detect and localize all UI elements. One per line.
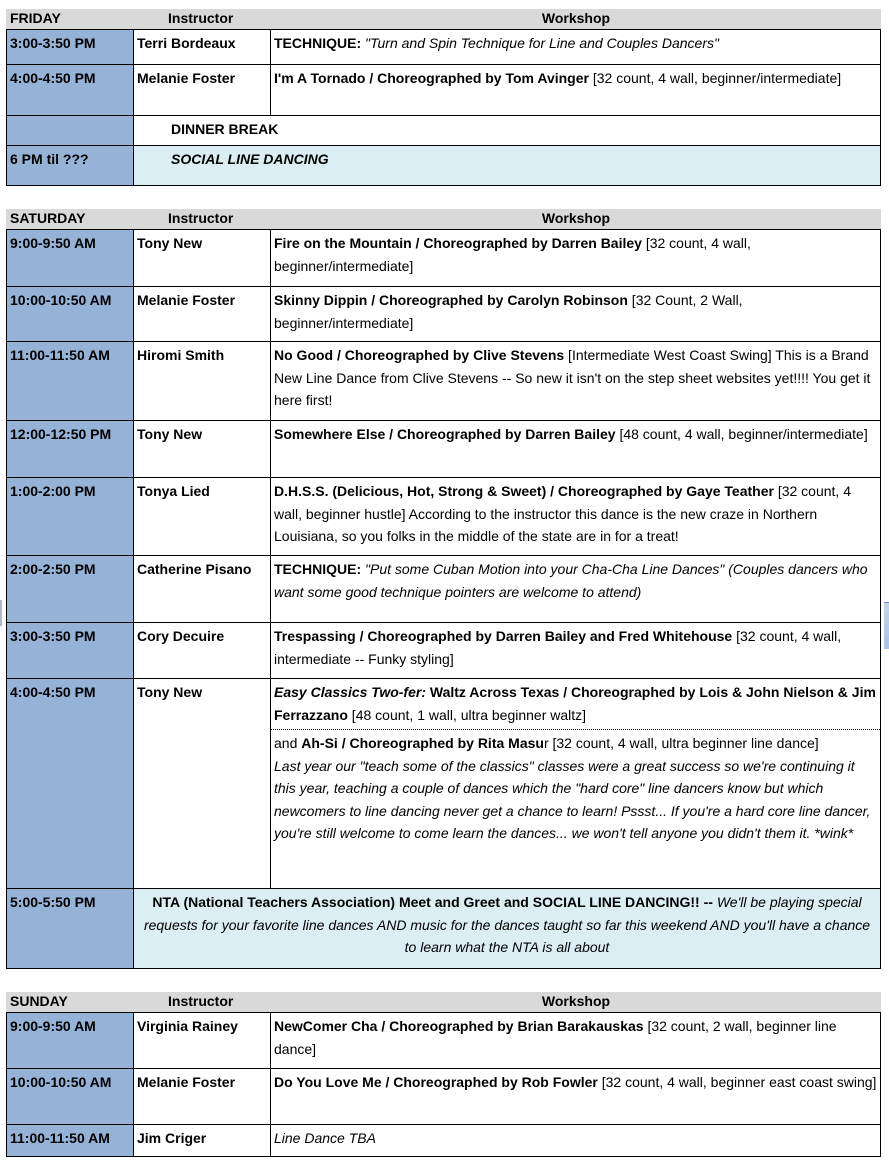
instructor-cell: Tony New bbox=[134, 679, 271, 889]
workshop-title: D.H.S.S. (Delicious, Hot, Strong & Sweet) / Choreographed by Gaye Teather bbox=[274, 483, 774, 499]
workshop-title: Trespassing / Choreographed by Darren Bailey and Fred Whitehouse bbox=[274, 628, 733, 644]
instructor-cell: Virginia Rainey bbox=[134, 1013, 271, 1069]
workshop-cell bbox=[271, 1013, 881, 1069]
instructor-cell: Tony New bbox=[134, 421, 271, 478]
time-cell: 4:00-4:50 PM bbox=[7, 679, 134, 889]
table-row bbox=[7, 65, 881, 116]
workshop-cell bbox=[271, 342, 881, 421]
table-row bbox=[7, 1013, 881, 1069]
workshop-description: Last year our "teach some of the classics" classes were a great success so we're continuing it this year, teaching a couple of dances which the "hard core" line dancers know but which newcomers to line dancing never get a chance to learn! Pssst... If you're a hard core line dancer, you're still welcome to come learn the dances... we won't tell anyone you didn't them it. *wink* bbox=[274, 757, 871, 841]
workshop-details: [48 count, 1 wall, ultra beginner waltz] bbox=[347, 706, 587, 723]
workshop-title: Somewhere Else / Choreographed by Darren Bailey bbox=[274, 426, 616, 442]
table-row bbox=[7, 1125, 881, 1157]
workshop-description: Line Dance TBA bbox=[274, 1130, 376, 1146]
saturday-schedule bbox=[6, 209, 881, 969]
table-row bbox=[7, 421, 881, 478]
workshop-details: [32 count, 2 wall, beginner line dance] bbox=[274, 1018, 837, 1057]
nta-title: NTA (National Teachers Association) Meet and Greet and SOCIAL LINE DANCING!! -- bbox=[152, 894, 713, 910]
workshop-cell bbox=[271, 478, 881, 556]
friday-schedule bbox=[6, 9, 881, 186]
workshop-title: TECHNIQUE: bbox=[274, 561, 362, 577]
time-cell: 1:00-2:00 PM bbox=[7, 478, 134, 556]
saturday-header-row bbox=[6, 209, 881, 229]
saturday-table bbox=[6, 229, 881, 969]
workshop-cell bbox=[271, 1125, 881, 1157]
window-edge-fragment bbox=[0, 600, 2, 626]
day-label: SATURDAY bbox=[10, 210, 86, 226]
table-row bbox=[7, 30, 881, 65]
table-row bbox=[7, 342, 881, 421]
time-cell: 11:00-11:50 AM bbox=[7, 1125, 134, 1157]
workshop-column-header: Workshop bbox=[541, 993, 611, 1009]
table-row bbox=[7, 287, 881, 342]
workshop-title: Ah-Si / Choreographed by Rita Masu bbox=[301, 735, 544, 751]
workshop-details: [32 count, 4 wall, beginner/intermediate] bbox=[588, 70, 842, 86]
workshop-title: TECHNIQUE: bbox=[274, 35, 362, 51]
scrollbar-fragment[interactable] bbox=[884, 602, 889, 649]
instructor-cell: Jim Criger bbox=[134, 1125, 271, 1157]
workshop-title: No Good / Choreographed by Clive Stevens bbox=[274, 347, 565, 363]
workshop-series-title: Easy Classics Two-fer: bbox=[274, 684, 426, 700]
workshop-cell bbox=[271, 65, 881, 116]
workshop-cell bbox=[271, 421, 881, 478]
sunday-header-row bbox=[6, 992, 881, 1012]
workshop-details: [48 count, 4 wall, beginner/intermediate] bbox=[615, 426, 868, 442]
table-row bbox=[7, 230, 881, 287]
time-cell: 11:00-11:50 AM bbox=[7, 342, 134, 421]
table-row bbox=[7, 556, 881, 623]
sunday-table bbox=[6, 1012, 881, 1157]
time-cell: 10:00-10:50 AM bbox=[7, 287, 134, 342]
workshop-details: [32 Count, 2 Wall, beginner/intermediate] bbox=[274, 292, 743, 331]
workshop-cell bbox=[271, 30, 881, 65]
instructor-cell: Tonya Lied bbox=[134, 478, 271, 556]
workshop-part-one bbox=[274, 681, 877, 726]
instructor-cell: Cory Decuire bbox=[134, 623, 271, 679]
instructor-column-header: Instructor bbox=[168, 993, 234, 1009]
time-cell: 5:00-5:50 PM bbox=[7, 889, 134, 969]
instructor-column-header: Instructor bbox=[168, 10, 234, 26]
workshop-cell bbox=[271, 230, 881, 287]
table-row bbox=[7, 889, 881, 969]
instructor-cell: Catherine Pisano bbox=[134, 556, 271, 623]
workshop-cell bbox=[271, 287, 881, 342]
time-cell: 4:00-4:50 PM bbox=[7, 65, 134, 116]
and-text: and bbox=[274, 735, 302, 751]
instructor-cell: Terri Bordeaux bbox=[134, 30, 271, 65]
workshop-title: Fire on the Mountain / Choreographed by Darren Bailey bbox=[274, 235, 642, 251]
day-label: FRIDAY bbox=[10, 10, 61, 26]
workshop-title: NewComer Cha / Choreographed by Brian Barakauskas bbox=[274, 1018, 644, 1034]
social-cell bbox=[134, 146, 881, 186]
workshop-cell bbox=[271, 623, 881, 679]
workshop-column-header: Workshop bbox=[541, 10, 611, 26]
instructor-cell: Tony New bbox=[134, 230, 271, 287]
time-cell: 3:00-3:50 PM bbox=[7, 30, 134, 65]
time-cell: 12:00-12:50 PM bbox=[7, 421, 134, 478]
workshop-title: Waltz Across Texas / Choreographed by Lois & John Nielson & Jim Ferrazzano bbox=[274, 684, 876, 723]
workshop-part-two bbox=[271, 729, 880, 845]
time-cell: 9:00-9:50 AM bbox=[7, 230, 134, 287]
workshop-title: Skinny Dippin / Choreographed by Carolyn Robinson bbox=[274, 292, 628, 308]
workshop-description: "Put some Cuban Motion into your Cha-Cha Line Dances" (Couples dancers who want some good technique pointers are welcome to attend) bbox=[274, 561, 868, 600]
workshop-details: [32 count, 4 wall, beginner/intermediate] bbox=[274, 235, 751, 274]
dinner-break-label: DINNER BREAK bbox=[171, 121, 279, 137]
table-row bbox=[7, 116, 881, 146]
instructor-cell: Melanie Foster bbox=[134, 287, 271, 342]
break-cell bbox=[134, 116, 881, 146]
table-row bbox=[7, 1069, 881, 1125]
workshop-cell bbox=[271, 679, 881, 889]
table-row bbox=[7, 146, 881, 186]
nta-description: We'll be playing special requests for your favorite line dances AND music for the dances taught so far this weekend AND you'll have a chance to learn what the NTA is all about bbox=[143, 894, 871, 955]
time-cell: 2:00-2:50 PM bbox=[7, 556, 134, 623]
instructor-cell: Melanie Foster bbox=[134, 65, 271, 116]
nta-cell bbox=[134, 889, 881, 969]
time-cell: 9:00-9:50 AM bbox=[7, 1013, 134, 1069]
workshop-details: r [32 count, 4 wall, ultra beginner line dance] bbox=[543, 735, 819, 751]
workshop-cell bbox=[271, 556, 881, 623]
day-label: SUNDAY bbox=[10, 993, 68, 1009]
workshop-details: [Intermediate West Coast Swing] This is a Brand New Line Dance from Clive Stevens -- So new it isn't on the step sheet websites yet!!!! You get it here first! bbox=[274, 347, 871, 408]
workshop-column-header: Workshop bbox=[541, 210, 611, 226]
table-row bbox=[7, 478, 881, 556]
workshop-cell bbox=[271, 1069, 881, 1125]
social-line-dancing-label: SOCIAL LINE DANCING bbox=[171, 151, 329, 167]
time-cell bbox=[7, 116, 134, 146]
workshop-description: "Turn and Spin Technique for Line and Couples Dancers" bbox=[361, 35, 719, 51]
workshop-details: [32 count, 4 wall, beginner hustle] According to the instructor this dance is the new craze in Northern Louisiana, so you folks in the middle of the state are in for a treat! bbox=[274, 483, 851, 544]
workshop-details: [32 count, 4 wall, intermediate -- Funky styling] bbox=[274, 628, 842, 667]
friday-header-row bbox=[6, 9, 881, 29]
table-row bbox=[7, 679, 881, 889]
time-cell: 3:00-3:50 PM bbox=[7, 623, 134, 679]
workshop-details: [32 count, 4 wall, beginner east coast swing] bbox=[597, 1074, 877, 1090]
friday-table bbox=[6, 29, 881, 186]
time-cell: 6 PM til ??? bbox=[7, 146, 134, 186]
time-cell: 10:00-10:50 AM bbox=[7, 1069, 134, 1125]
instructor-cell: Hiromi Smith bbox=[134, 342, 271, 421]
workshop-title: I'm A Tornado / Choreographed by Tom Avinger bbox=[274, 70, 589, 86]
workshop-title: Do You Love Me / Choreographed by Rob Fowler bbox=[274, 1074, 598, 1090]
instructor-column-header: Instructor bbox=[168, 210, 234, 226]
instructor-cell: Melanie Foster bbox=[134, 1069, 271, 1125]
table-row bbox=[7, 623, 881, 679]
sunday-schedule bbox=[6, 992, 881, 1157]
